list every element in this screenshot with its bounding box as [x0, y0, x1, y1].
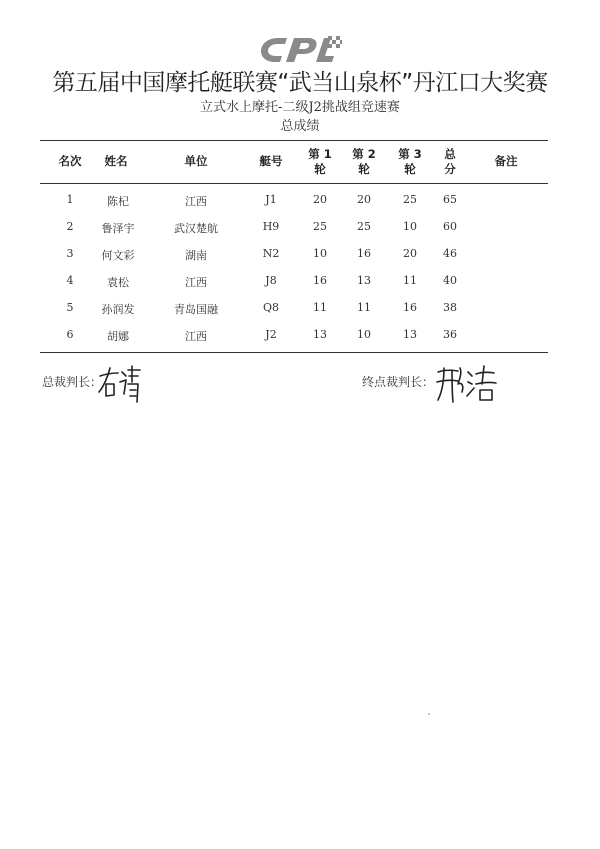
cell-r3: 16 [403, 301, 417, 314]
cell-boat: H9 [262, 220, 280, 233]
col-header-unit: 单位 [184, 154, 208, 168]
cell-r2: 11 [357, 301, 371, 314]
cell-total: 60 [443, 220, 457, 233]
cell-total: 65 [443, 193, 457, 206]
cell-r2: 25 [357, 220, 371, 233]
cell-r2: 16 [357, 247, 371, 260]
cell-boat: Q8 [262, 301, 280, 314]
cell-rank: 4 [66, 274, 74, 287]
cell-name: 何文彩 [101, 249, 135, 262]
cell-r2: 20 [357, 193, 371, 206]
cell-boat: J8 [265, 274, 277, 287]
cell-unit: 江西 [185, 195, 207, 208]
cell-r1: 20 [313, 193, 327, 206]
col-header-round1-line1: 第 1 [308, 147, 332, 161]
col-header-total-line1: 总 [444, 147, 456, 161]
results-subtitle: 总成绩 [280, 119, 320, 134]
col-header-round2 [346, 147, 382, 177]
event-subtitle: 立式水上摩托-二级J2挑战组竞速赛 [200, 100, 400, 115]
cell-boat: N2 [262, 247, 280, 260]
cell-r2: 10 [357, 328, 371, 341]
cell-r3: 10 [403, 220, 417, 233]
col-header-rank: 名次 [58, 154, 82, 168]
cell-rank: 3 [66, 247, 74, 260]
cell-r3: 11 [403, 274, 417, 287]
finish-judge-signature-image [434, 362, 500, 406]
cell-r1: 13 [313, 328, 327, 341]
chief-judge-signature-image [96, 362, 144, 406]
cell-r3: 20 [403, 247, 417, 260]
col-header-round2-line2: 轮 [358, 162, 370, 176]
cell-rank: 5 [66, 301, 74, 314]
cell-r1: 10 [313, 247, 327, 260]
cell-rank: 2 [66, 220, 74, 233]
cell-name: 鲁泽宇 [101, 222, 135, 235]
col-header-round1 [302, 147, 338, 177]
cell-unit: 青岛国融 [174, 303, 218, 316]
cell-r1: 25 [313, 220, 327, 233]
table-row [0, 247, 600, 267]
col-header-note: 备注 [494, 154, 518, 168]
cell-rank: 6 [66, 328, 74, 341]
table-top-rule [40, 140, 548, 141]
table-header-rule [40, 183, 548, 184]
col-header-round3 [392, 147, 428, 177]
col-header-total [432, 147, 468, 177]
col-header-round3-line2: 轮 [404, 162, 416, 176]
cell-rank: 1 [66, 193, 74, 206]
cell-name: 袁松 [107, 276, 129, 289]
cell-total: 38 [443, 301, 457, 314]
cell-name: 陈杞 [107, 195, 129, 208]
col-header-boat: 艇号 [259, 154, 283, 168]
table-row [0, 301, 600, 321]
cell-r3: 25 [403, 193, 417, 206]
cell-unit: 湖南 [185, 249, 207, 262]
col-header-round3-line1: 第 3 [398, 147, 422, 161]
table-row [0, 193, 600, 213]
cell-r1: 16 [313, 274, 327, 287]
cell-total: 46 [443, 247, 457, 260]
col-header-name: 姓名 [104, 154, 128, 168]
cell-name: 孙润发 [101, 303, 135, 316]
finish-judge-label: 终点裁判长： [362, 375, 435, 389]
table-row [0, 328, 600, 348]
cell-total: 36 [443, 328, 457, 341]
table-row [0, 274, 600, 294]
cell-name: 胡娜 [107, 330, 129, 343]
cell-total: 40 [443, 274, 457, 287]
cell-boat: J1 [265, 193, 277, 206]
table-row [0, 220, 600, 240]
cell-r2: 13 [357, 274, 371, 287]
col-header-round2-line1: 第 2 [352, 147, 376, 161]
cell-boat: J2 [265, 328, 277, 341]
cell-unit: 武汉楚航 [174, 222, 218, 235]
cell-r3: 13 [403, 328, 417, 341]
scan-speck [428, 713, 430, 715]
col-header-round1-line2: 轮 [314, 162, 326, 176]
cpl-logo [258, 34, 342, 66]
cell-r1: 11 [313, 301, 327, 314]
table-bottom-rule [40, 352, 548, 353]
col-header-total-line2: 分 [444, 162, 456, 176]
cell-unit: 江西 [185, 330, 207, 343]
chief-judge-label: 总裁判长： [42, 375, 103, 389]
page-title: 第五届中国摩托艇联赛“武当山泉杯”丹江口大奖赛 [52, 70, 548, 96]
cell-unit: 江西 [185, 276, 207, 289]
